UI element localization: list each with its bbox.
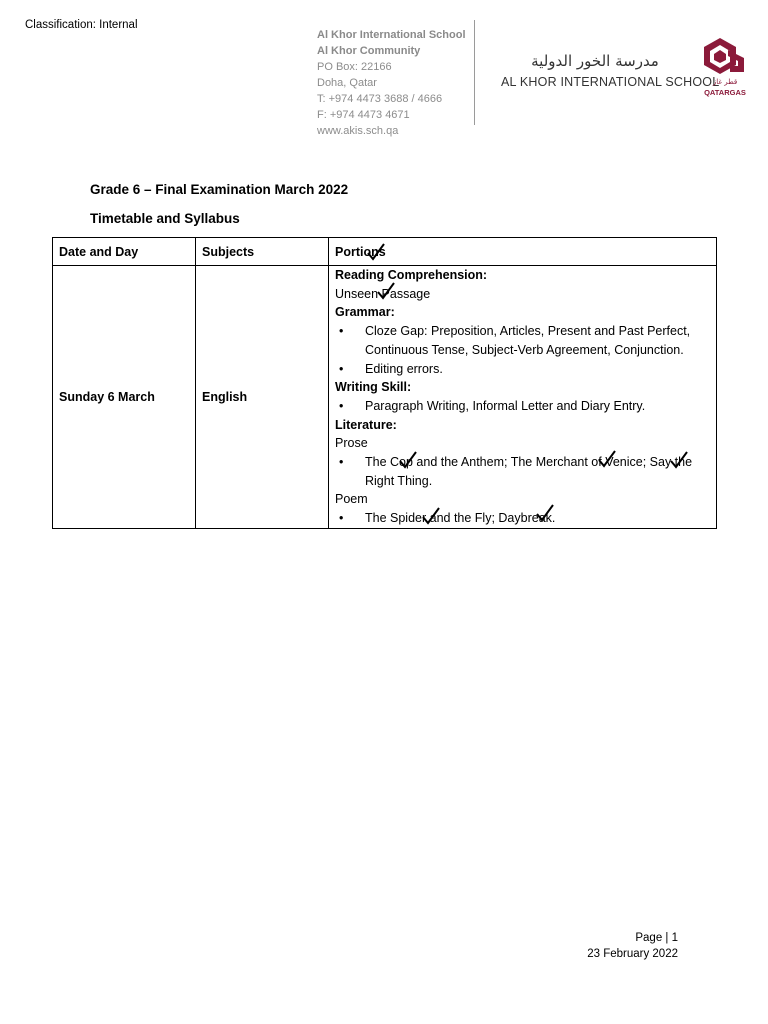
checkmark-icon: [669, 450, 689, 470]
column-header: Date and Day: [53, 238, 196, 266]
footer-date: 23 February 2022: [587, 948, 678, 960]
section-label: Poem: [335, 492, 368, 507]
school-address: [317, 27, 466, 139]
classification-label: Classification: Internal: [25, 19, 138, 31]
table-row: [53, 266, 717, 529]
list-item-text: The Spider and the Fly; Daybreak.: [365, 511, 556, 526]
checkmark-icon: [398, 450, 418, 470]
column-header: Portions: [329, 238, 717, 266]
column-header: Subjects: [196, 238, 329, 266]
logo-arabic-text: قطر غاز: [712, 78, 738, 86]
list-item: • Paragraph Writing, Informal Letter and Diary Entry.: [335, 397, 710, 416]
section-text: Unseen Passage: [335, 286, 431, 301]
section-heading: Literature:: [335, 417, 397, 432]
list-item: • The Spider and the Fly; Daybreak.: [335, 509, 710, 528]
address-line: F: +974 4473 4671: [317, 109, 410, 121]
page-number: Page | 1: [635, 932, 678, 944]
portions-cell: [329, 266, 717, 529]
list-item: • Cloze Gap: Preposition, Articles, Present and Past Perfect, Continuous Tense, Subject-Verb Agreement, Conjunction.: [335, 322, 710, 359]
address-line: PO Box: 22166: [317, 61, 392, 73]
checkmark-icon: [366, 242, 386, 262]
list-item: • The Cop and the Anthem; The Merchant of Venice; Say the Right Thing.: [335, 453, 710, 490]
address-line: Al Khor International School: [317, 29, 466, 41]
checkmark-icon: [376, 281, 396, 301]
list-item: • Editing errors.: [335, 360, 710, 379]
checkmark-icon: [421, 506, 441, 526]
qatargas-logo-icon: [700, 36, 748, 96]
section-heading: Writing Skill:: [335, 380, 412, 395]
section-heading: Grammar:: [335, 305, 395, 320]
school-name-arabic: مدرسة الخور الدولية: [531, 52, 659, 70]
date-cell: Sunday 6 March: [53, 266, 196, 529]
section-heading: Reading Comprehension:: [335, 268, 488, 282]
page-subtitle: Timetable and Syllabus: [90, 211, 240, 226]
list-item-text: The Cop and the Anthem; The Merchant of Venice; Say the Right Thing.: [365, 455, 693, 488]
logo-text: QATARGAS: [704, 88, 746, 97]
address-line: Doha, Qatar: [317, 77, 377, 89]
address-line: www.akis.sch.qa: [317, 125, 399, 137]
list-item-text: Cloze Gap: Preposition, Articles, Present and Past Perfect, Continuous Tense, Subject-Verb Agreement, Conjunction.: [365, 324, 691, 357]
list-item-text: Editing errors.: [365, 361, 443, 376]
page-title: Grade 6 – Final Examination March 2022: [90, 182, 349, 197]
school-name-english: AL KHOR INTERNATIONAL SCHOOL: [501, 75, 720, 89]
section-label: Prose: [335, 436, 368, 451]
address-line: Al Khor Community: [317, 45, 421, 57]
subject-cell: English: [196, 266, 329, 529]
address-line: T: +974 4473 3688 / 4666: [317, 93, 443, 105]
checkmark-icon: [597, 449, 617, 469]
checkmark-icon: [535, 503, 555, 523]
header-divider: [474, 20, 475, 125]
list-item-text: Paragraph Writing, Informal Letter and Diary Entry.: [365, 398, 646, 413]
